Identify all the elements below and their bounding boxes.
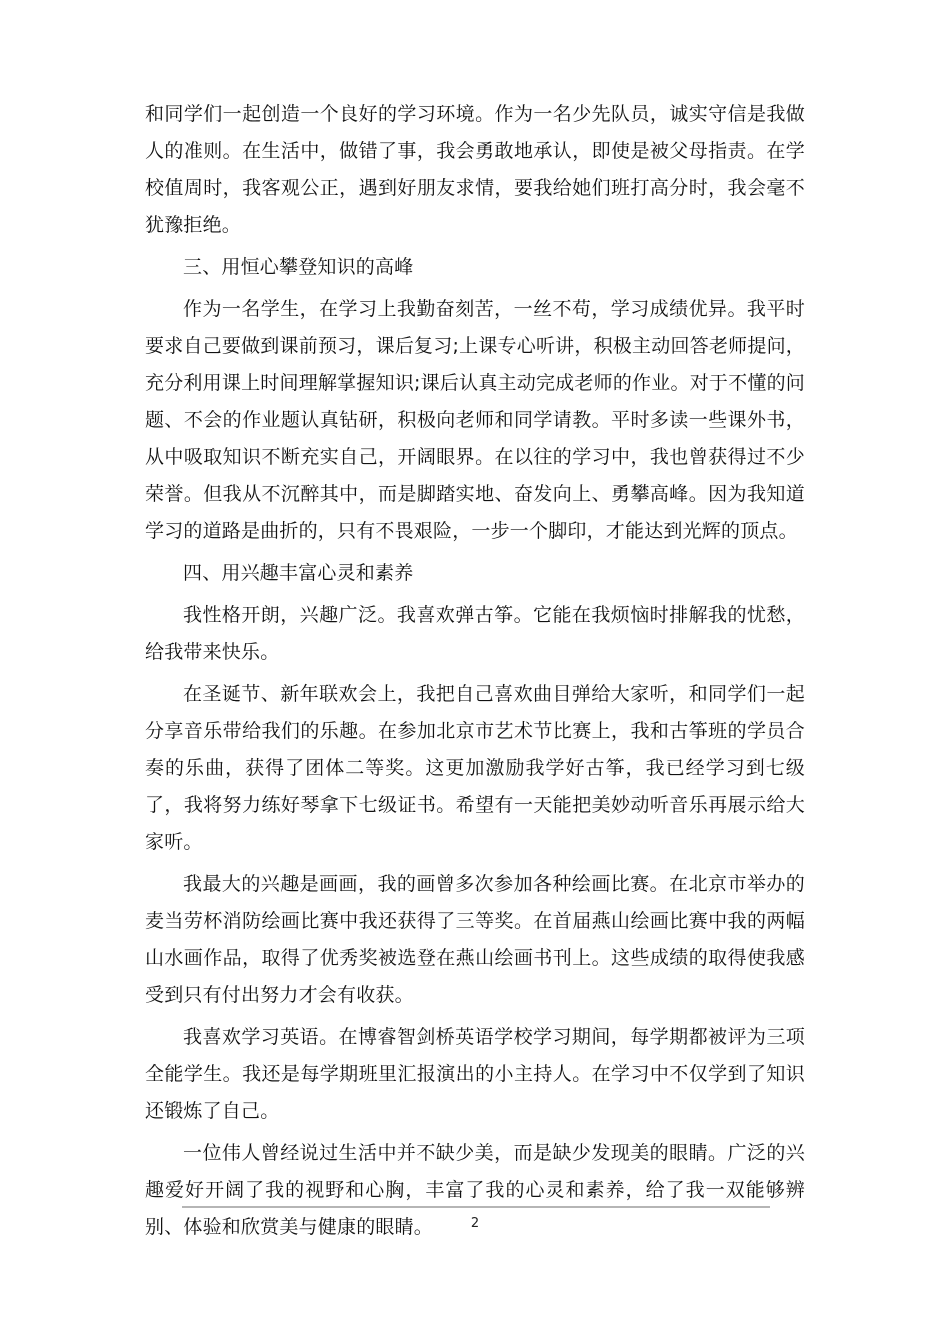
paragraph-honesty: 和同学们一起创造一个良好的学习环境。作为一名少先队员，诚实守信是我做人的准则。在生活中，做错了事，我会勇敢地承认，即使是被父母指责。在学校值周时，我客观公正，遇到好朋友求情，要我给她们班打高分时，我会毫不犹豫拒绝。 (145, 103, 805, 236)
paragraph-guzheng-awards: 在圣诞节、新年联欢会上，我把自己喜欢曲目弹给大家听，和同学们一起分享音乐带给我们的乐趣。在参加北京市艺术节比赛上，我和古筝班的学员合奏的乐曲，获得了团体二等奖。这更加激励我学好古筝，我已经学习到七级了，我将努力练好琴拿下七级证书。希望有一天能把美妙动听音乐再展示给大家听。 (145, 683, 805, 853)
paragraph-painting: 我最大的兴趣是画画，我的画曾多次参加各种绘画比赛。在北京市举办的麦当劳杯消防绘画比赛中我还获得了三等奖。在首届燕山绘画比赛中我的两幅山水画作品，取得了优秀奖被选登在燕山绘画书刊上。这些成绩的取得使我感受到只有付出努力才会有收获。 (145, 873, 805, 1006)
document-body (145, 96, 805, 1251)
section-heading-3: 三、用恒心攀登知识的高峰 (183, 256, 414, 278)
section-heading-4: 四、用兴趣丰富心灵和素养 (183, 562, 414, 584)
paragraph-study: 作为一名学生，在学习上我勤奋刻苦，一丝不苟，学习成绩优异。我平时要求自己要做到课前预习，课后复习;上课专心听讲，积极主动回答老师提问，充分利用课上时间理解掌握知识;课后认真主动完成老师的作业。对于不懂的问题、不会的作业题认真钻研，积极向老师和同学请教。平时多读一些课外书，从中吸取知识不断充实自己，开阔眼界。在以往的学习中，我也曾获得过不少荣誉。但我从不沉醉其中，而是脚踏实地、奋发向上、勇攀高峰。因为我知道学习的道路是曲折的，只有不畏艰险，一步一个脚印，才能达到光辉的顶点。 (145, 298, 805, 542)
paragraph-english: 我喜欢学习英语。在博睿智剑桥英语学校学习期间，每学期都被评为三项全能学生。我还是每学期班里汇报演出的小主持人。在学习中不仅学到了知识还锻炼了自己。 (145, 1026, 805, 1122)
page-number: 2 (470, 1216, 480, 1231)
footer-divider (182, 1206, 770, 1208)
paragraph-guzheng-intro: 我性格开朗，兴趣广泛。我喜欢弹古筝。它能在我烦恼时排解我的忧愁，给我带来快乐。 (145, 604, 805, 663)
paragraph-conclusion: 一位伟人曾经说过生活中并不缺少美，而是缺少发现美的眼睛。广泛的兴趣爱好开阔了我的视野和心胸，丰富了我的心灵和素养，给了我一双能够辨别、体验和欣赏美与健康的眼睛。 (145, 1142, 805, 1238)
